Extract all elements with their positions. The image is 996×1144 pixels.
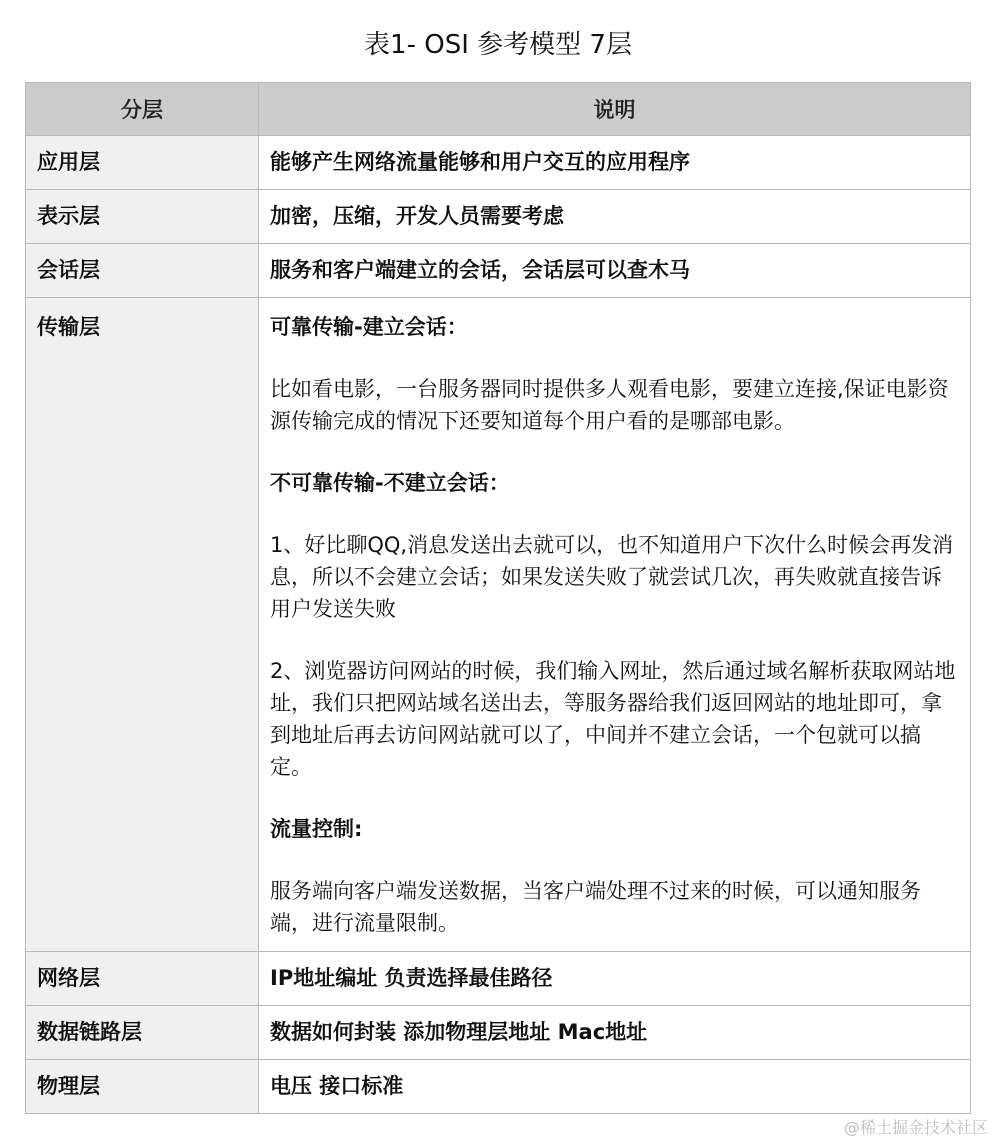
header-layer: 分层 xyxy=(26,83,259,136)
unreliable-transport-heading: 不可靠传输-不建立会话： xyxy=(270,471,510,495)
flow-control-heading: 流量控制: xyxy=(270,817,363,841)
layer-description: IP地址编址 负责选择最佳路径 xyxy=(259,952,971,1006)
layer-name: 表示层 xyxy=(26,190,259,244)
table-header-row xyxy=(26,83,971,136)
table-row xyxy=(26,298,971,952)
layer-name: 会话层 xyxy=(26,244,259,298)
layer-description: 电压 接口标准 xyxy=(259,1060,971,1114)
layer-description: 加密，压缩，开发人员需要考虑 xyxy=(259,190,971,244)
layer-description: 服务和客户端建立的会话，会话层可以查木马 xyxy=(259,244,971,298)
reliable-transport-heading: 可靠传输-建立会话： xyxy=(270,315,468,339)
layer-name: 数据链路层 xyxy=(26,1006,259,1060)
osi-table xyxy=(25,82,971,1114)
table-row xyxy=(26,1006,971,1060)
table-row xyxy=(26,136,971,190)
layer-description xyxy=(259,298,971,952)
table-row xyxy=(26,190,971,244)
table-row xyxy=(26,952,971,1006)
unreliable-example-2: 2、浏览器访问网站的时候，我们输入网址，然后通过域名解析获取网站地址，我们只把网站域名送出去，等服务器给我们返回网站的地址即可，拿到地址后再去访问网站就可以了，中间并不建立会话，一个包就可以搞定。 xyxy=(270,659,956,779)
table-row xyxy=(26,1060,971,1114)
table-row xyxy=(26,244,971,298)
unreliable-example-1: 1、好比聊QQ,消息发送出去就可以，也不知道用户下次什么时候会再发消息，所以不会建立会话；如果发送失败了就尝试几次，再失败就直接告诉用户发送失败 xyxy=(270,533,954,621)
reliable-transport-text: 比如看电影，一台服务器同时提供多人观看电影，要建立连接,保证电影资源传输完成的情况下还要知道每个用户看的是哪部电影。 xyxy=(270,377,949,433)
layer-name: 传输层 xyxy=(26,298,259,952)
flow-control-text: 服务端向客户端发送数据，当客户端处理不过来的时候，可以通知服务端，进行流量限制。 xyxy=(270,879,921,935)
table-title: 表1- OSI 参考模型 7层 xyxy=(364,30,632,60)
layer-name: 物理层 xyxy=(26,1060,259,1114)
header-description: 说明 xyxy=(259,83,971,136)
layer-name: 网络层 xyxy=(26,952,259,1006)
layer-name: 应用层 xyxy=(26,136,259,190)
layer-description: 能够产生网络流量能够和用户交互的应用程序 xyxy=(259,136,971,190)
watermark: @稀土掘金技术社区 xyxy=(843,1118,988,1137)
layer-description: 数据如何封装 添加物理层地址 Mac地址 xyxy=(259,1006,971,1060)
